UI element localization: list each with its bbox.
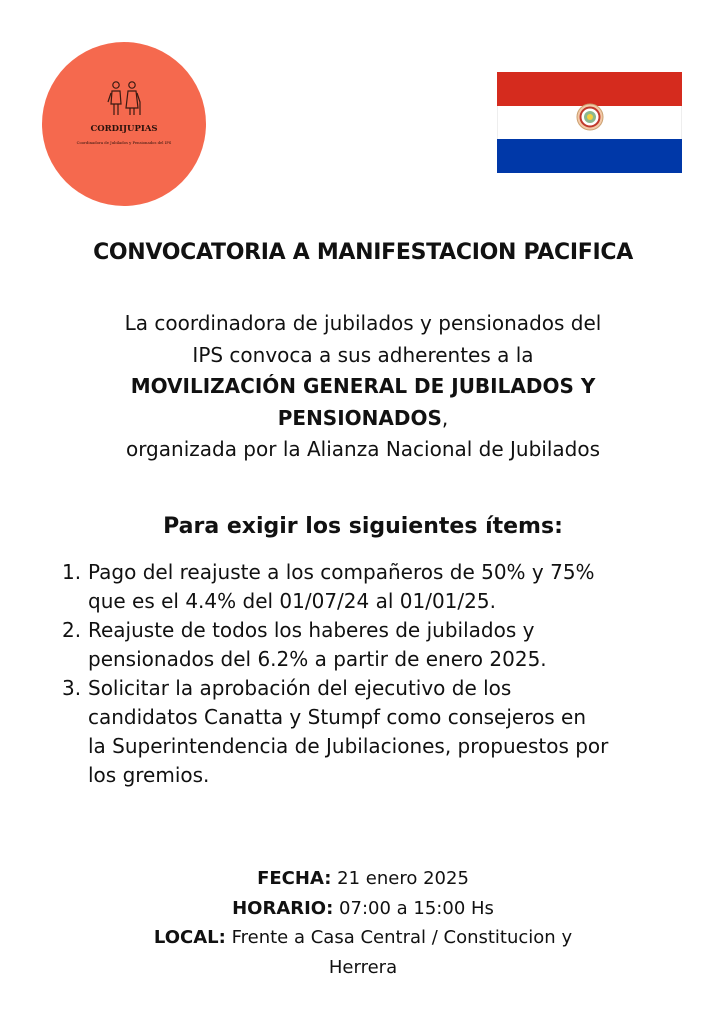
intro-bold-line: PENSIONADOS <box>277 405 442 430</box>
list-item-number: 3. <box>62 676 82 700</box>
list-item-line: Pago del reajuste a los compañeros de 50% y 75% <box>88 560 595 584</box>
event-details <box>0 864 726 982</box>
list-item-line: Solicitar la aprobación del ejecutivo de los <box>88 676 512 700</box>
intro-comma: , <box>441 405 449 430</box>
time-value: 07:00 a 15:00 Hs <box>339 897 494 919</box>
flag-red-band <box>497 72 682 106</box>
list-item <box>62 674 692 790</box>
list-item <box>62 558 692 616</box>
list-item-line: los gremios. <box>88 763 210 787</box>
flag-blue-band <box>497 139 682 173</box>
date-row <box>0 864 726 894</box>
items-heading: Para exigir los siguientes ítems: <box>163 514 563 539</box>
location-row <box>0 923 726 953</box>
list-item-line: la Superintendencia de Jubilaciones, propuestos por <box>88 734 609 758</box>
date-label: FECHA: <box>257 868 332 889</box>
location-label: LOCAL: <box>153 927 226 948</box>
time-label: HORARIO: <box>232 897 334 919</box>
time-row <box>0 894 726 924</box>
list-item <box>62 616 692 674</box>
intro-line: organizada por la Alianza Nacional de Jubilados <box>125 437 601 461</box>
page-title: CONVOCATORIA A MANIFESTACION PACIFICA <box>93 240 633 265</box>
date-value: 21 enero 2025 <box>337 868 469 889</box>
retirees-couple-icon <box>106 78 142 118</box>
paraguay-flag-icon <box>497 72 682 173</box>
list-item-line: Reajuste de todos los haberes de jubilados y <box>88 618 535 642</box>
intro-line: IPS convoca a sus adherentes a la <box>192 342 534 367</box>
location-value: Frente a Casa Central / Constitucion y <box>231 927 573 948</box>
flag-emblem-icon <box>575 102 605 132</box>
intro-line: La coordinadora de jubilados y pensionados del <box>124 311 602 335</box>
organization-logo <box>42 42 206 206</box>
location-row-continued: Herrera <box>328 956 398 978</box>
intro-paragraph <box>40 308 686 466</box>
logo-name: CORDIJUPIAS <box>90 124 158 134</box>
list-item-line: pensionados del 6.2% a partir de enero 2025. <box>88 647 547 671</box>
demands-list <box>62 558 692 790</box>
logo-subtitle: Coordinadora de Jubilados y Pensionados del IPS <box>76 140 172 145</box>
intro-bold-line: MOVILIZACIÓN GENERAL DE JUBILADOS Y <box>130 374 596 398</box>
list-item-number: 2. <box>62 618 82 642</box>
intro-bold-line-wrap <box>40 403 686 435</box>
list-item-line: candidatos Canatta y Stumpf como consejeros en <box>88 705 586 729</box>
list-item-line: que es el 4.4% del 01/07/24 al 01/01/25. <box>88 589 496 613</box>
list-item-number: 1. <box>62 560 82 584</box>
